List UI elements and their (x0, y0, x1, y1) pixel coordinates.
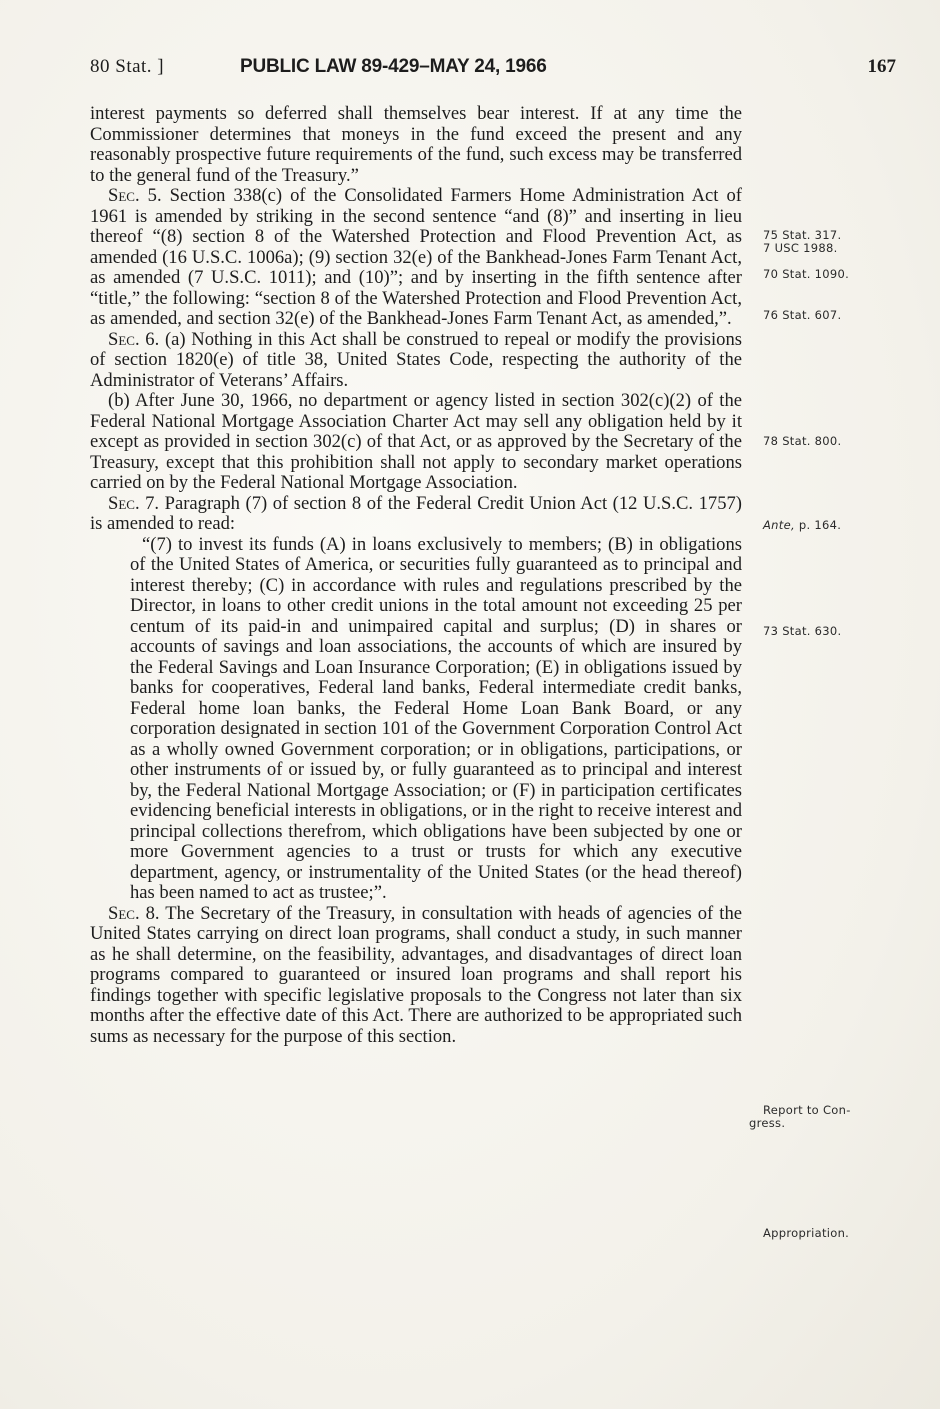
paragraph-continuation: interest payments so deferred shall themselves bear interest. If at any time the Commissioner determines that moneys in the fund exceed the present and any reasonably prospective future requirements of the fund, such excess may be transferred to the general fund of the Treasury.” (90, 103, 742, 186)
margin-note-line: 75 Stat. 317. (763, 228, 842, 242)
margin-note-line: 7 USC 1988. (763, 241, 838, 255)
section-7-text: Paragraph (7) of section 8 of the Federal Credit Union Act (12 U.S.C. 1757) is amended to read: (90, 492, 742, 534)
section-5-label: Sec. 5. (108, 185, 162, 206)
section-6-label: Sec. 6. (108, 328, 160, 350)
section-5-text: Section 338(c) of the Consolidated Farmers Home Administration Act of 1961 is amended by striking in the second sentence “and (8)” and inserting in lieu thereof “(8) section 8 of the Watershed Protection and Flood Prevention Act, as amended (16 U.S.C. 1006a); (9) section 32(e) of the Bankhead-Jones Farm Tenant Act, as amended (7 U.S.C. 1011); and (10)”; and by inserting in the fifth sentence after “title,” the following: “section 8 of the Watershed Protection and Flood Prevention Act, as amended, and section 32(e) of the Bankhead-Jones Farm Tenant Act, as amended,”. (90, 185, 742, 329)
section-8-label: Sec. 8. (108, 902, 160, 924)
section-6a (90, 330, 742, 392)
margin-note-73-stat: 73 Stat. 630. (763, 624, 842, 638)
margin-note-line: Report to Con- (763, 1103, 851, 1117)
body-text (90, 104, 742, 1047)
margin-note-78-stat: 78 Stat. 800. (763, 434, 842, 448)
section-6b: (b) After June 30, 1966, no department or agency listed in section 302(c)(2) of the Federal National Mortgage Association Charter Act may sell any obligation held by it except as provided in section 302(c) of that Act, or as approved by the Secretary of the Treasury, except that this prohibition shall not apply to secondary market operations carried on by the Federal National Mortgage Association. (90, 390, 742, 493)
margin-note-report (749, 1103, 851, 1130)
header-title: PUBLIC LAW 89-429–MAY 24, 1966 (240, 56, 547, 77)
margin-note-appropriation: Appropriation. (763, 1226, 850, 1240)
section-6a-text: (a) Nothing in this Act shall be construed to repeal or modify the provisions of section 1820(e) of title 38, United States Code, respecting the authority of the Administrator of Veterans’ Affairs. (90, 328, 742, 391)
margin-note-line: gress. (749, 1116, 786, 1130)
page-header (90, 56, 896, 86)
page-number: 167 (867, 56, 896, 77)
margin-note-ante (763, 519, 841, 532)
margin-note-ante-italic: Ante, (763, 518, 795, 532)
margin-note-76-stat: 76 Stat. 607. (763, 308, 842, 322)
section-7-label: Sec. 7. (108, 492, 160, 514)
margin-note-ante-page: p. 164. (794, 518, 842, 532)
section-8 (90, 904, 742, 1048)
section-7 (90, 494, 742, 535)
section-5 (90, 186, 742, 330)
section-7-quoted-paragraph: “(7) to invest its funds (A) in loans exclusively to members; (B) in obligations of the United States of America, or securities fully guaranteed as to principal and interest thereby; (C) in accordance with rules and regulations prescribed by the Director, in loans to other credit unions in the total amount not exceeding 25 per centum of its paid-in and unimpaired capital and surplus; (D) in shares or accounts of savings and loan associations, the accounts of which are insured by the Federal Savings and Loan Insurance Corporation; (E) in obligations issued by banks for cooperatives, Federal land banks, Federal intermediate credit banks, Federal home loan banks, the Federal Home Loan Bank Board, or any corporation designated in section 101 of the Government Corporation Control Act as a wholly owned Government corporation; or in obligations, participations, or other instruments of or issued by, or fully guaranteed as to principal and interest by, the Federal National Mortgage Association; or (F) in participation certificates evidencing beneficial interests in obligations, or in the right to receive interest and principal collections therefrom, which obligations have been subjected by one or more Government agencies to a trust or trusts for which any executive department, agency, or instrumentality of the United States (or the head thereof) has been named to act as trustee;”. (130, 533, 742, 903)
section-8-text: The Secretary of the Treasury, in consultation with heads of agencies of the United States carrying on direct loan programs, shall conduct a study, in such manner as he shall determine, on the feasibility, advantages, and disadvantages of direct loan programs compared to guaranteed or insured loan programs and shall report his findings together with specific legislative proposals to the Congress not later than six months after the effective date of this Act. There are authorized to be appropriated such sums as necessary for the purpose of this section. (90, 902, 742, 1047)
margin-note-70-stat: 70 Stat. 1090. (763, 267, 850, 281)
header-volume: 80 Stat. ] (90, 56, 165, 77)
margin-note-75-stat (763, 229, 841, 255)
